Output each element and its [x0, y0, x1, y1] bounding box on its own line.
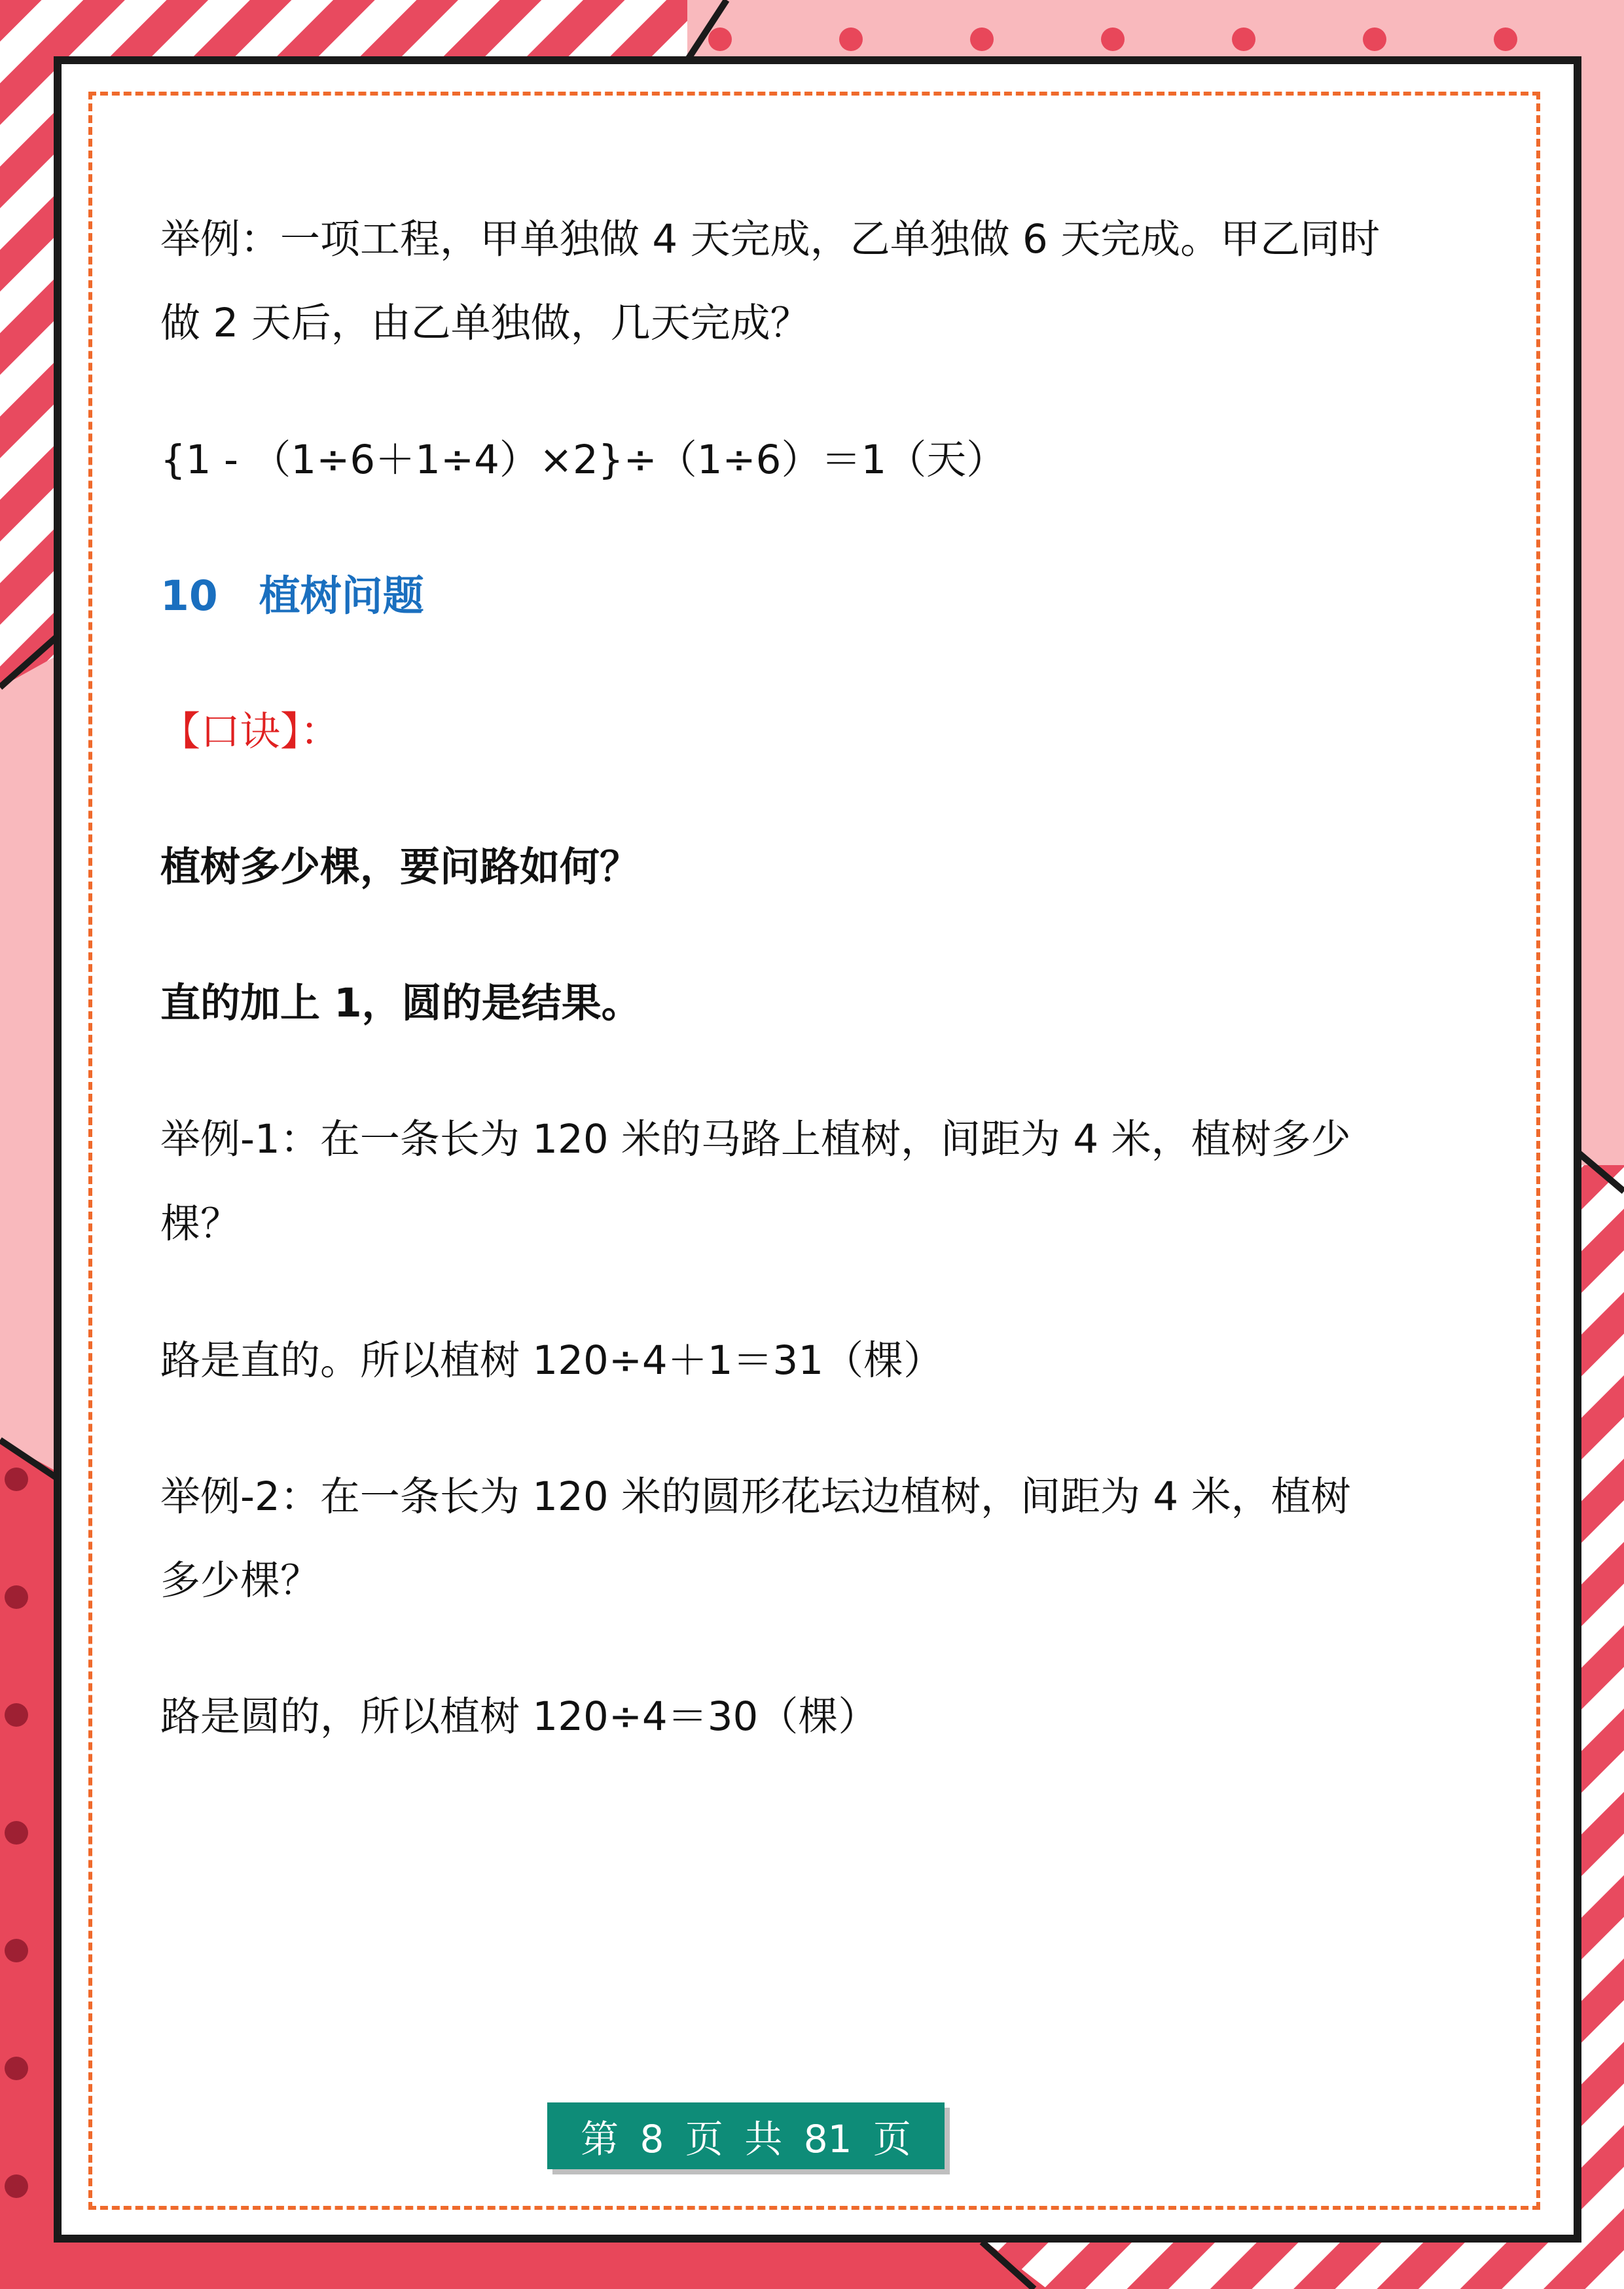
example1-line1: 举例-1：在一条长为 120 米的马路上植树，间距为 4 米，植树多少 — [160, 1116, 1351, 1163]
mnemonic-line1: 植树多少棵，要问路如何？ — [160, 844, 640, 890]
mnemonic-line2: 直的加上 1，圆的是结果。 — [160, 980, 641, 1026]
example1-line2: 棵？ — [160, 1200, 241, 1247]
answer2: 路是圆的，所以植树 120÷4＝30（棵） — [160, 1693, 878, 1740]
mnemonic-label: 【口诀】： — [160, 708, 340, 755]
answer1: 路是直的。所以植树 120÷4＋1＝31（棵） — [160, 1337, 944, 1384]
page-indicator: 第 8 页 共 81 页 — [547, 2102, 945, 2169]
formula-engineering: {1 - （1÷6＋1÷4）×2}÷（1÷6）＝1（天） — [160, 437, 1007, 483]
example-engineering-line2: 做 2 天后，由乙单独做，几天完成？ — [160, 300, 810, 346]
example2-line2: 多少棵？ — [160, 1557, 321, 1604]
example2-line1: 举例-2：在一条长为 120 米的圆形花坛边植树，间距为 4 米，植树 — [160, 1473, 1351, 1520]
section-heading: 10 植树问题 — [160, 572, 424, 620]
example-engineering-line1: 举例：一项工程，甲单独做 4 天完成，乙单独做 6 天完成。甲乙同时 — [160, 216, 1380, 262]
